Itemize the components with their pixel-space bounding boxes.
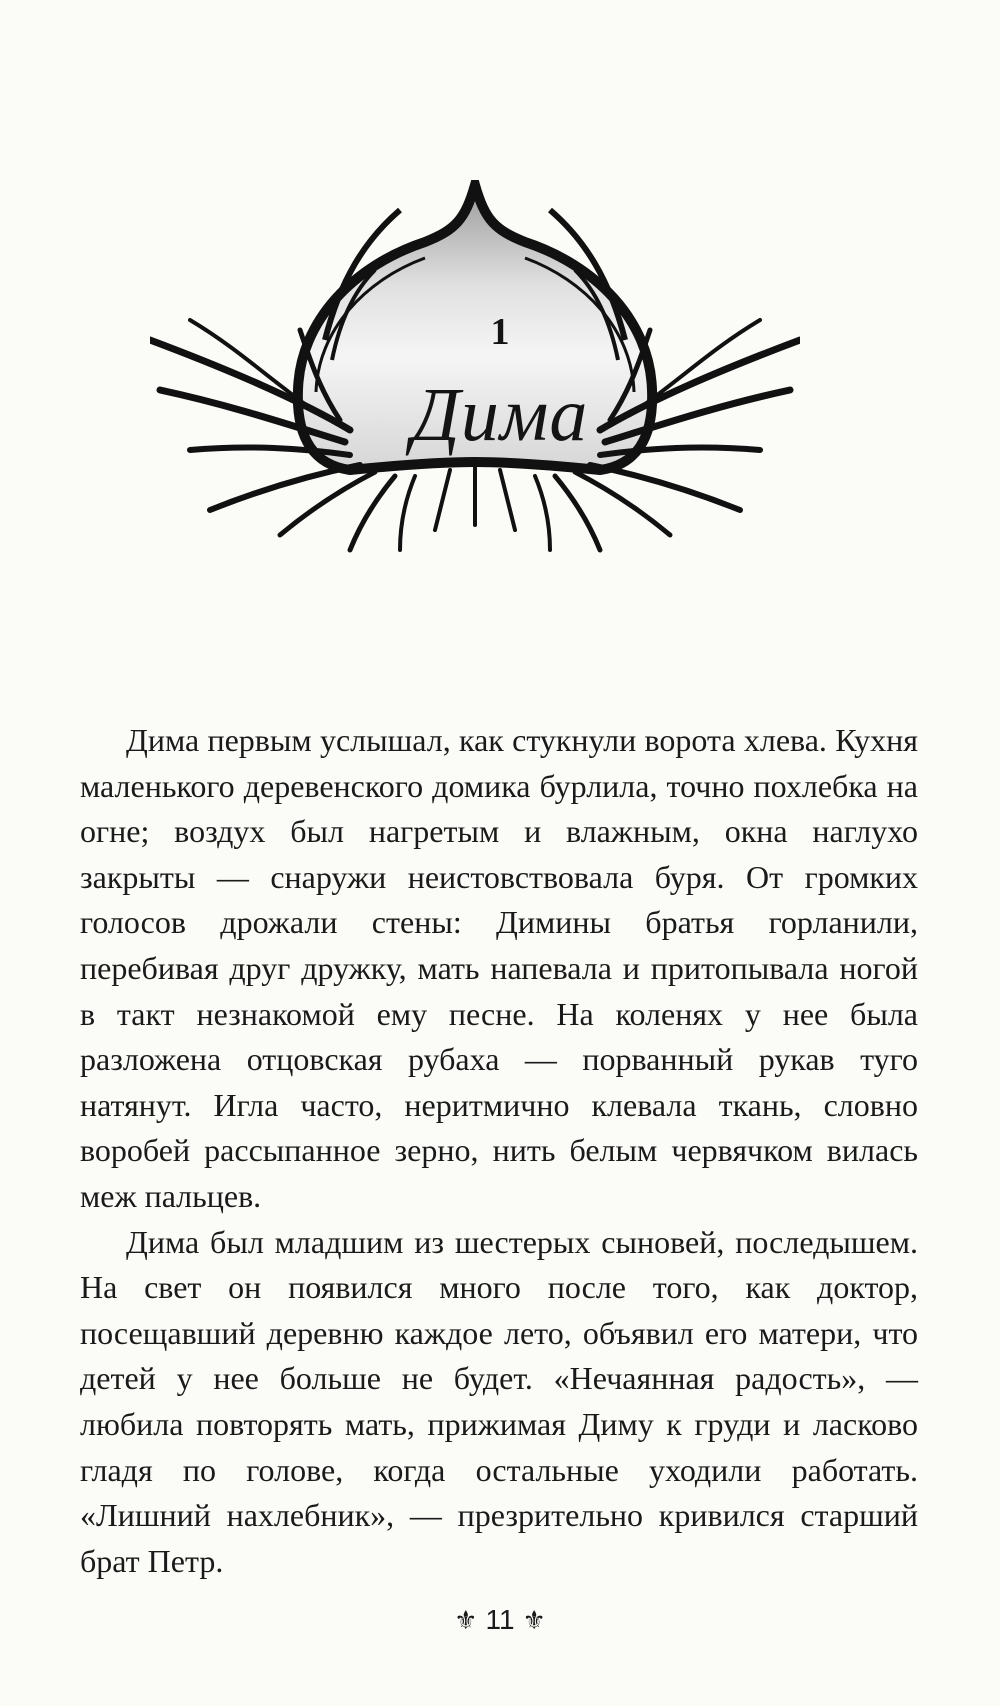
- page-footer: [0, 1604, 1000, 1636]
- paragraph: Дима был младшим из шестерых сыновей, последышем. На свет он появился много после того, как доктор, посещавший деревню каждое лето, объявил его матери, что детей у нее больше не будет. «Нечаянная радость», — любила повторять мать, прижимая Диму к груди и ласково гладя по голове, когда остальные уходили работать. «Лишний нахлебник», — презрительно кривился старший брат Петр.: [80, 1223, 918, 1579]
- chapter-number: 1: [490, 311, 510, 353]
- fleuron-left-icon: ⚜: [454, 1606, 478, 1636]
- chapter-title: Дима: [411, 373, 589, 457]
- chapter-body-text: [80, 718, 918, 1584]
- page-number: 11: [485, 1604, 515, 1635]
- fleuron-right-icon: ⚜: [522, 1606, 546, 1636]
- paragraph: Дима первым услышал, как стукнули ворота хлева. Кухня маленького деревенского домика бурлила, точно похлебка на огне; воздух был нагретым и влажным, окна наглухо закрыты — снаружи неистовствовала буря. От громких голосов дрожали стены: Димины братья горланили, перебивая друг дружку, мать напевала и притопывала ногой в такт незнакомой ему песне. На коленях у нее была разложена отцовская рубаха — порванный рукав туго натянут. Игла часто, неритмично клевала ткань, словно воробей рассыпанное зерно, нить белым червячком вилась меж пальцев.: [80, 722, 918, 1214]
